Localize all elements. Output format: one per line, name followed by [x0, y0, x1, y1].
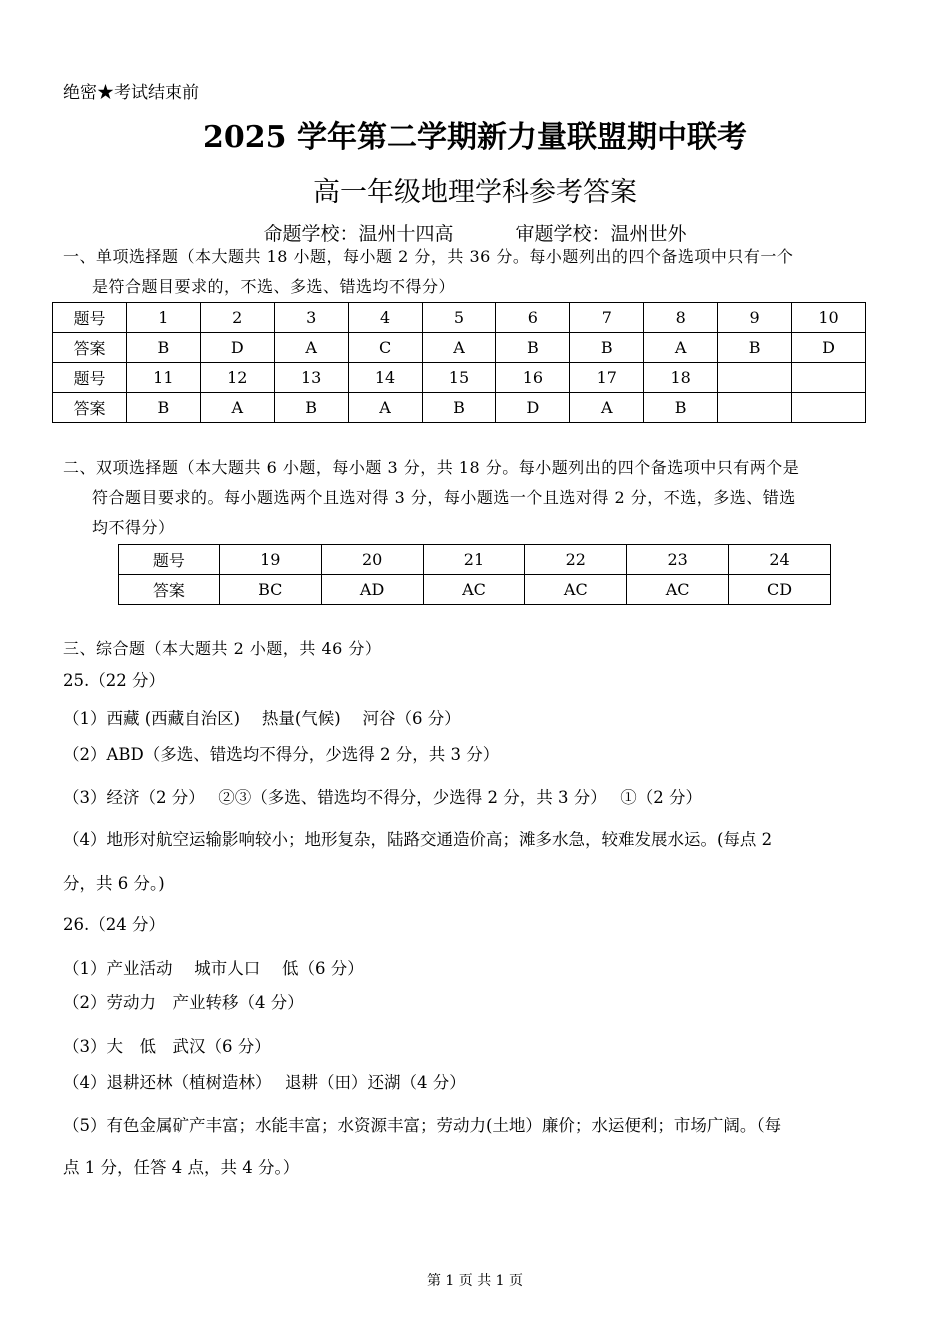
q26-part5-line2: 点 1 分，任答 4 点，共 4 分。）: [63, 1158, 300, 1177]
section1-heading-line1: 一、单项选择题（本大题共 18 小题，每小题 2 分，共 36 分。每小题列出的四个备选项中只有一个: [63, 247, 794, 266]
answer-cell: B: [718, 333, 792, 363]
question-number: 20: [321, 545, 423, 575]
answer-cell: A: [348, 393, 422, 423]
table-row: [119, 575, 831, 605]
answer-cell: BC: [219, 575, 321, 605]
page-number: 第 1 页 共 1 页: [426, 1273, 524, 1289]
question-number: 15: [422, 363, 496, 393]
q25-part4-line1: （4）地形对航空运输影响较小；地形复杂，陆路交通造价高；滩多水急，较难发展水运。(每点 2: [63, 830, 773, 849]
question-number: 23: [627, 545, 729, 575]
question-number: 14: [348, 363, 422, 393]
answer-cell: AD: [321, 575, 423, 605]
question-number: 19: [219, 545, 321, 575]
question-number: 2: [200, 303, 274, 333]
question-number: 13: [274, 363, 348, 393]
section3-heading: 三、综合题（本大题共 2 小题，共 46 分）: [63, 639, 382, 658]
single-choice-answer-table: [52, 302, 866, 423]
q26-part3: （3）大 低 武汉（6 分）: [63, 1037, 271, 1056]
answer-cell: AC: [627, 575, 729, 605]
exam-title: 2025 学年第二学期新力量联盟期中联考: [203, 120, 747, 155]
answer-cell: A: [200, 393, 274, 423]
answer-cell: B: [644, 393, 718, 423]
section1-heading-line2: 是符合题目要求的，不选、多选、错选均不得分）: [92, 277, 456, 296]
question-number: 17: [570, 363, 644, 393]
section2-heading-line3: 均不得分）: [92, 518, 175, 537]
answer-cell: D: [200, 333, 274, 363]
question-number: 18: [644, 363, 718, 393]
q25-part4-line2: 分，共 6 分。): [63, 874, 165, 893]
question-number: 9: [718, 303, 792, 333]
q26-part1: （1）产业活动 城市人口 低（6 分）: [63, 959, 364, 978]
row-label: 题号: [53, 303, 127, 333]
answer-cell: [792, 393, 866, 423]
q25-part3: （3）经济（2 分） ②③（多选、错选均不得分，少选得 2 分，共 3 分） ①（2 分）: [63, 788, 702, 807]
question-number: 24: [729, 545, 831, 575]
answer-cell: CD: [729, 575, 831, 605]
answer-cell: B: [126, 333, 200, 363]
row-label: 题号: [53, 363, 127, 393]
q26-part4: （4）退耕还林（植树造林） 退耕（田）还湖（4 分）: [63, 1073, 466, 1092]
question-number: 11: [126, 363, 200, 393]
row-label: 题号: [119, 545, 220, 575]
q25-part2: （2）ABD（多选、错选均不得分，少选得 2 分，共 3 分）: [63, 745, 500, 764]
question-number: 5: [422, 303, 496, 333]
question-number: 22: [525, 545, 627, 575]
question-number: [792, 363, 866, 393]
question-number: 7: [570, 303, 644, 333]
question-number: 4: [348, 303, 422, 333]
question-number: 16: [496, 363, 570, 393]
section2-heading-line1: 二、双项选择题（本大题共 6 小题，每小题 3 分，共 18 分。每小题列出的四个备选项中只有两个是: [63, 458, 800, 477]
confidential-label: 绝密★考试结束前: [63, 83, 199, 103]
answer-cell: [718, 393, 792, 423]
exam-subtitle: 高一年级地理学科参考答案: [313, 177, 637, 208]
question-number: 10: [792, 303, 866, 333]
answer-cell: B: [570, 333, 644, 363]
double-choice-answer-table: [118, 544, 831, 605]
question-number: 1: [126, 303, 200, 333]
answer-cell: A: [570, 393, 644, 423]
answer-cell: A: [422, 333, 496, 363]
answer-cell: AC: [423, 575, 525, 605]
question-number: 3: [274, 303, 348, 333]
section2-heading-line2: 符合题目要求的。每小题选两个且选对得 3 分，每小题选一个且选对得 2 分，不选，多选、错选: [92, 488, 796, 507]
table-row: [53, 333, 866, 363]
q26-part2: （2）劳动力 产业转移（4 分）: [63, 993, 304, 1012]
answer-cell: D: [496, 393, 570, 423]
answer-cell: B: [422, 393, 496, 423]
answer-cell: A: [274, 333, 348, 363]
reviewer-school: 审题学校：温州世外: [515, 223, 687, 245]
table-row: [53, 363, 866, 393]
q25-heading: 25.（22 分）: [63, 671, 165, 690]
row-label: 答案: [119, 575, 220, 605]
question-number: 6: [496, 303, 570, 333]
table-row: [53, 303, 866, 333]
question-number: 12: [200, 363, 274, 393]
q26-heading: 26.（24 分）: [63, 915, 165, 934]
answer-cell: D: [792, 333, 866, 363]
q25-part1: （1）西藏 (西藏自治区) 热量(气候) 河谷（6 分）: [63, 709, 461, 728]
table-row: [53, 393, 866, 423]
answer-cell: B: [274, 393, 348, 423]
answer-cell: AC: [525, 575, 627, 605]
proposer-school: 命题学校：温州十四高: [263, 223, 454, 245]
table-row: [119, 545, 831, 575]
question-number: [718, 363, 792, 393]
row-label: 答案: [53, 333, 127, 363]
question-number: 21: [423, 545, 525, 575]
answer-cell: B: [496, 333, 570, 363]
question-number: 8: [644, 303, 718, 333]
answer-cell: B: [126, 393, 200, 423]
answer-cell: C: [348, 333, 422, 363]
row-label: 答案: [53, 393, 127, 423]
q26-part5-line1: （5）有色金属矿产丰富；水能丰富；水资源丰富；劳动力(土地）廉价；水运便利；市场广阔。（每: [63, 1116, 782, 1135]
answer-cell: A: [644, 333, 718, 363]
